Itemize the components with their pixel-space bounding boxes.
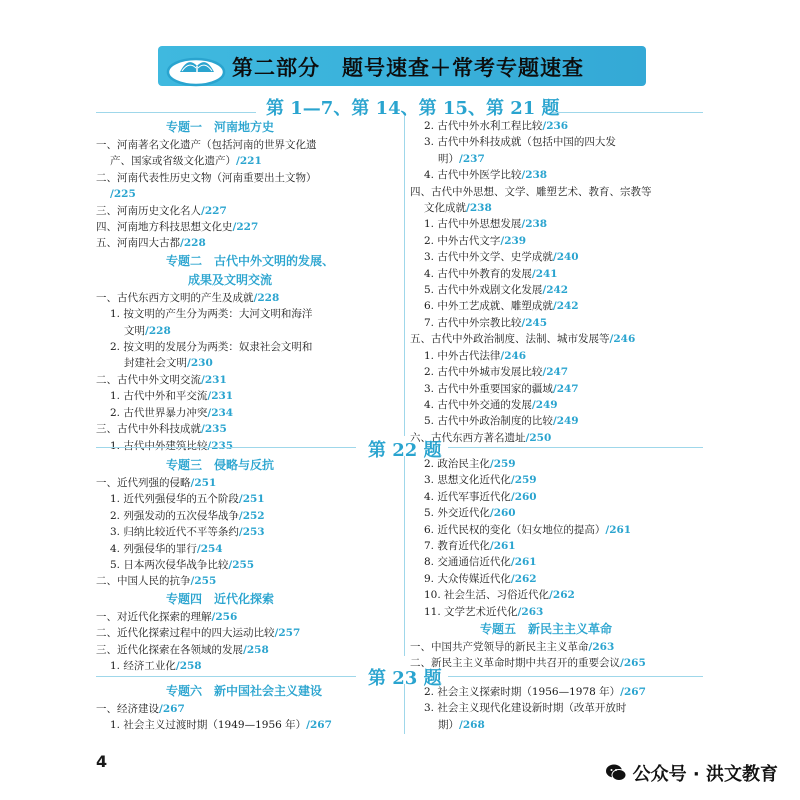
toc-page-ref: /267 <box>159 703 185 715</box>
toc-item-text: 1. 经济工业化 <box>110 660 176 673</box>
toc-page-ref: /263 <box>517 605 544 618</box>
block3-right-column <box>410 684 710 733</box>
toc-page-ref: /230 <box>187 357 213 370</box>
toc-item-text: 三、古代中外科技成就 <box>96 423 201 436</box>
toc-item-text: 6. 中外工艺成就、雕塑成就 <box>424 300 553 313</box>
toc-item-text: 3. 古代中外重要国家的疆域 <box>424 382 553 395</box>
toc-subitem <box>410 489 710 505</box>
toc-page-ref: /225 <box>110 188 136 201</box>
toc-page-ref: /245 <box>521 316 548 329</box>
column-divider <box>404 456 405 656</box>
toc-item-text: 4. 近代军事近代化 <box>424 490 511 503</box>
toc-item-text: 六、古代东西方著名遗址 <box>410 431 526 444</box>
toc-item-text: 产、国家或省级文化遗产） <box>110 155 236 168</box>
toc-item-text: 2. 按文明的发展分为两类：奴隶社会文明和 <box>110 341 313 354</box>
toc-subitem <box>96 388 396 404</box>
divider <box>553 112 703 113</box>
toc-subitem <box>410 684 710 700</box>
toc-subitem <box>410 397 710 413</box>
topic-heading: 专题一 河南地方史 <box>166 120 275 134</box>
toc-item-text: 期） <box>438 718 459 731</box>
toc-item-text: 5. 外交近代化 <box>424 507 490 520</box>
toc-page-ref: /267 <box>620 686 646 698</box>
toc-page-ref: /235 <box>207 439 234 452</box>
toc-item-text: 2. 古代世界暴力冲突 <box>110 406 208 419</box>
toc-item-text: 二、古代中外文明交流 <box>96 373 201 386</box>
toc-item-text: 明） <box>438 152 459 165</box>
divider <box>96 676 356 677</box>
toc-item-text: 文化成就 <box>424 202 466 215</box>
toc-page-ref: /247 <box>552 382 579 395</box>
toc-item-text: 1. 近代列强侵华的五个阶段 <box>110 493 239 506</box>
toc-page-ref: /257 <box>274 627 301 640</box>
wechat-icon <box>605 762 627 784</box>
toc-item <box>96 701 396 717</box>
toc-subitem <box>410 587 710 603</box>
toc-item-text: 5. 日本两次侵华战争比较 <box>110 559 229 572</box>
toc-item-text: 2. 社会主义探索时期（1956—1978 年） <box>424 686 621 698</box>
toc-page-ref: /238 <box>521 218 548 231</box>
topic-heading: 专题五 新民主主义革命 <box>480 622 613 637</box>
toc-item-text: 6. 近代民权的变化（妇女地位的提高） <box>424 523 606 536</box>
toc-page-ref: /250 <box>525 431 552 444</box>
toc-page-ref: /228 <box>180 237 206 250</box>
toc-item <box>96 475 396 491</box>
toc-item-text: 4. 古代中外交通的发展 <box>424 398 532 411</box>
toc-page-ref: /242 <box>542 284 569 297</box>
toc-item <box>96 219 396 235</box>
toc-subitem <box>96 541 396 557</box>
toc-subitem <box>96 438 396 454</box>
toc-item-text: 4. 古代中外医学比较 <box>424 169 522 182</box>
toc-item-text: 二、近代化探索过程中的四大运动比较 <box>96 627 275 640</box>
toc-item-text: 2. 古代中外城市发展比较 <box>424 366 543 379</box>
toc-item-text: 1. 古代中外建筑比较 <box>110 439 208 452</box>
toc-subitem <box>410 233 710 249</box>
toc-item-text: 四、古代中外思想、文学、雕塑艺术、教育、宗教等 <box>410 185 652 198</box>
toc-item <box>96 203 396 219</box>
toc-subitem <box>96 153 396 169</box>
toc-item <box>410 331 710 347</box>
toc-subitem <box>96 186 396 202</box>
toc-subitem <box>410 538 710 554</box>
topic-heading: 专题六 新中国社会主义建设 <box>166 684 323 698</box>
toc-page-ref: /227 <box>232 221 259 234</box>
toc-page-ref: /231 <box>201 373 227 386</box>
block1-right-column <box>410 118 710 446</box>
toc-subitem <box>410 151 710 167</box>
toc-item-text: 3. 古代中外文学、史学成就 <box>424 251 553 264</box>
block2-right-column <box>410 456 710 672</box>
toc-item-text: 五、河南四大古都 <box>96 237 180 250</box>
toc-item-text: 一、古代东西方文明的产生及成就 <box>96 291 254 304</box>
toc-item-text: 二、新民主主义革命时期中共召开的重要会议 <box>410 657 620 670</box>
toc-page-ref: /227 <box>201 204 227 217</box>
toc-item-text: 2. 列强发动的五次侵华战争 <box>110 509 239 522</box>
toc-item <box>96 642 396 658</box>
toc-page-ref: /251 <box>238 493 265 506</box>
toc-subitem <box>410 134 710 150</box>
toc-subitem <box>410 266 710 282</box>
toc-subitem <box>410 456 710 472</box>
toc-subitem <box>410 413 710 429</box>
toc-item-text: 5. 古代中外政治制度的比较 <box>424 415 553 428</box>
toc-page-ref: /228 <box>145 324 171 337</box>
toc-item-text: 4. 古代中外教育的发展 <box>424 267 532 280</box>
toc-subitem <box>410 315 710 331</box>
divider <box>448 447 703 448</box>
toc-subitem <box>96 339 396 355</box>
toc-item-text: 封建社会文明 <box>124 357 187 370</box>
section-heading-3: 第 23 题 <box>368 668 442 689</box>
toc-page-ref: /255 <box>190 575 217 588</box>
toc-item-text: 一、对近代化探索的理解 <box>96 610 212 623</box>
toc-item-text: 1. 古代中外和平交流 <box>110 390 208 403</box>
toc-page-ref: /258 <box>243 643 269 656</box>
toc-page-ref: /261 <box>605 523 632 536</box>
toc-page-ref: /238 <box>521 169 548 182</box>
toc-item <box>410 184 710 200</box>
toc-subitem <box>410 700 710 716</box>
toc-subitem <box>410 472 710 488</box>
toc-item <box>96 609 396 625</box>
toc-page-ref: /249 <box>552 415 579 428</box>
toc-page-ref: /255 <box>228 559 255 572</box>
toc-subitem <box>410 216 710 232</box>
toc-item-text: 3. 归纳比较近代不平等条约 <box>110 526 239 539</box>
page-title: 第二部分 题号速查＋常考专题速查 <box>232 56 584 80</box>
toc-item-text: 一、经济建设 <box>96 703 159 715</box>
toc-item <box>96 170 396 186</box>
toc-page-ref: /239 <box>500 234 527 247</box>
block3-left-column <box>96 682 396 734</box>
toc-subitem <box>96 557 396 573</box>
toc-page-ref: /235 <box>201 423 227 436</box>
toc-page-ref: /260 <box>489 507 516 520</box>
toc-item-text: 一、河南著名文化遗产（包括河南的世界文化遗 <box>96 139 317 151</box>
toc-item <box>96 235 396 251</box>
toc-item-text: 7. 古代中外宗教比较 <box>424 316 522 329</box>
toc-item-text: 5. 古代中外戏剧文化发展 <box>424 284 543 297</box>
toc-page-ref: /238 <box>466 202 492 215</box>
toc-page-ref: /258 <box>175 660 202 673</box>
toc-item-text: 7. 教育近代化 <box>424 540 490 553</box>
toc-item-text: 一、中国共产党领导的新民主主义革命 <box>410 641 589 654</box>
toc-page-ref: /251 <box>190 477 217 489</box>
toc-page-ref: /268 <box>459 718 485 731</box>
toc-subitem <box>410 522 710 538</box>
toc-page-ref: /254 <box>196 542 223 555</box>
toc-page-ref: /237 <box>459 152 485 165</box>
toc-item-text: 9. 大众传媒近代化 <box>424 572 511 585</box>
toc-page-ref: /261 <box>510 556 537 569</box>
toc-item <box>410 655 710 671</box>
toc-item <box>96 625 396 641</box>
toc-subitem <box>410 282 710 298</box>
toc-subitem <box>96 491 396 507</box>
toc-page-ref: /262 <box>549 589 575 602</box>
toc-page-ref: /265 <box>620 657 646 670</box>
toc-page-ref: /242 <box>552 300 579 313</box>
toc-item <box>410 639 710 655</box>
toc-page-ref: /234 <box>207 406 234 419</box>
toc-item-text: 8. 交通通信近代化 <box>424 556 511 569</box>
toc-page-ref: /253 <box>238 526 265 539</box>
toc-page-ref: /252 <box>238 509 265 522</box>
toc-subitem <box>96 405 396 421</box>
divider <box>96 112 256 113</box>
toc-page-ref: /263 <box>588 641 615 654</box>
toc-item <box>410 430 710 446</box>
toc-item-text: 2. 中外古代文字 <box>424 234 501 247</box>
toc-item-text: 1. 古代中外思想发展 <box>424 218 522 231</box>
toc-page-ref: /246 <box>609 333 636 346</box>
toc-item-text: 五、古代中外政治制度、法制、城市发展等 <box>410 333 610 346</box>
watermark <box>605 760 778 786</box>
page-number: 4 <box>96 752 108 771</box>
toc-subitem <box>410 364 710 380</box>
open-book-icon <box>166 42 230 88</box>
toc-item-text: 三、河南历史文化名人 <box>96 204 201 217</box>
toc-subitem <box>96 717 396 733</box>
block1-left-column <box>96 118 396 454</box>
toc-item <box>96 421 396 437</box>
toc-page-ref: /246 <box>500 349 527 362</box>
toc-page-ref: /228 <box>253 291 280 304</box>
toc-item <box>96 372 396 388</box>
toc-subitem <box>96 524 396 540</box>
section-heading-2: 第 22 题 <box>368 440 442 461</box>
toc-page-ref: /249 <box>531 398 558 411</box>
toc-subitem <box>410 604 710 620</box>
toc-subitem <box>410 571 710 587</box>
toc-page-ref: /247 <box>542 366 569 379</box>
toc-item-text: 1. 中外古代法律 <box>424 349 501 362</box>
toc-subitem <box>410 298 710 314</box>
toc-item-text: 二、中国人民的抗争 <box>96 575 191 588</box>
toc-subitem <box>96 658 396 674</box>
toc-subitem <box>410 200 710 216</box>
toc-item-text: 11. 文学艺术近代化 <box>424 605 518 618</box>
toc-page-ref: /262 <box>510 572 537 585</box>
toc-subitem <box>96 508 396 524</box>
toc-page-ref: /259 <box>489 458 516 470</box>
toc-subitem <box>410 554 710 570</box>
divider <box>448 676 703 677</box>
block2-left-column <box>96 456 396 674</box>
topic-heading: 专题二 古代中外文明的发展、 <box>166 253 335 268</box>
toc-page-ref: /267 <box>306 719 332 732</box>
toc-subitem <box>410 118 710 134</box>
toc-item-text: 1. 社会主义过渡时期（1949—1956 年） <box>110 719 307 732</box>
toc-page-ref: /241 <box>531 267 558 280</box>
toc-item-text: 三、近代化探索在各领域的发展 <box>96 643 243 656</box>
toc-item-text: 2. 政治民主化 <box>424 458 490 470</box>
toc-item <box>96 137 396 153</box>
toc-page-ref: /261 <box>489 540 516 553</box>
toc-item-text: 文明 <box>124 324 145 337</box>
toc-item <box>96 290 396 306</box>
toc-subitem <box>96 355 396 371</box>
watermark-text: 公众号 · 洪文教育 <box>632 764 778 785</box>
toc-subitem <box>410 348 710 364</box>
toc-item-text: 2. 古代中外水利工程比较 <box>424 120 543 132</box>
section-heading-1: 第 1—7、第 14、第 15、第 21 题 <box>266 98 560 119</box>
toc-subitem <box>96 306 396 322</box>
toc-item-text: 二、河南代表性历史文物（河南重要出土文物） <box>96 171 317 184</box>
toc-item-text: 四、河南地方科技思想文化史 <box>96 221 233 234</box>
topic-heading: 专题三 侵略与反抗 <box>166 458 275 472</box>
toc-page-ref: /231 <box>207 390 234 403</box>
toc-item-text: 3. 思想文化近代化 <box>424 474 511 487</box>
toc-page-ref: /256 <box>211 610 238 623</box>
toc-subitem <box>410 249 710 265</box>
toc-subitem <box>96 323 396 339</box>
toc-subitem <box>410 381 710 397</box>
toc-item-text: 一、近代列强的侵略 <box>96 477 191 489</box>
toc-page-ref: /221 <box>236 155 262 168</box>
toc-subitem <box>410 505 710 521</box>
topic-heading: 成果及文明交流 <box>188 272 273 287</box>
toc-item-text: 3. 社会主义现代化建设新时期（改革开放时 <box>424 702 627 715</box>
topic-heading: 专题四 近代化探索 <box>166 591 275 606</box>
column-divider <box>404 684 405 734</box>
toc-item-text: 1. 按文明的产生分为两类：大河文明和海洋 <box>110 308 313 321</box>
toc-page-ref: /260 <box>510 490 537 503</box>
toc-item <box>96 573 396 589</box>
divider <box>96 447 356 448</box>
toc-page-ref: /240 <box>552 251 579 264</box>
column-divider <box>404 116 405 436</box>
toc-subitem <box>410 717 710 733</box>
toc-item-text: 4. 列强侵华的罪行 <box>110 542 197 555</box>
toc-page-ref: /236 <box>542 120 569 132</box>
toc-item-text: 10. 社会生活、习俗近代化 <box>424 589 550 602</box>
toc-page-ref: /259 <box>510 474 537 487</box>
toc-subitem <box>410 167 710 183</box>
toc-item-text: 3. 古代中外科技成就（包括中国的四大发 <box>424 136 616 149</box>
